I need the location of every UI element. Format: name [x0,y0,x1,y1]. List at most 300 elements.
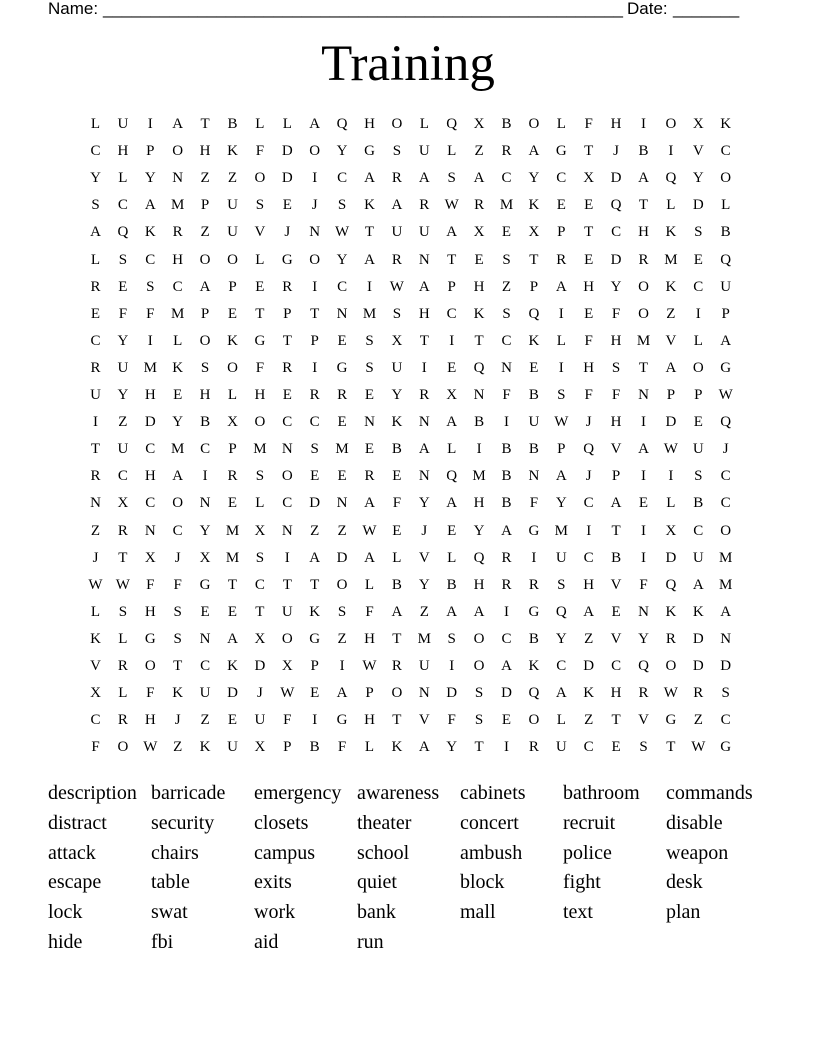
grid-letter: U [117,441,129,458]
grid-letter: C [583,549,594,566]
word-list-item: security [151,811,215,834]
grid-letter: E [173,387,183,403]
grid-letter: G [281,251,293,268]
word-list-item: run [357,931,384,953]
grid-letter: C [693,278,704,295]
grid-letter: G [364,143,375,160]
grid-letter: I [339,658,345,674]
grid-letter: S [502,305,511,322]
word-list-item: hide [48,931,83,953]
grid-letter: W [88,576,103,593]
word-list-item: text [563,901,593,924]
grid-letter: X [254,522,266,539]
grid-letter: L [556,116,566,132]
grid-letter: J [174,712,181,729]
grid-letter: H [144,387,156,403]
grid-letter: K [90,630,101,647]
grid-letter: U [254,712,266,729]
grid-letter: S [310,441,319,458]
grid-letter: Y [555,495,567,512]
grid-letter: W [718,387,733,403]
word-list-item: campus [254,841,316,864]
grid-letter: X [227,414,238,431]
grid-letter: H [638,224,649,241]
word-list-item: block [460,871,505,894]
grid-letter: N [528,468,540,485]
grid-letter: A [720,603,732,620]
grid-letter: G [309,630,321,647]
grid-letter: S [502,251,511,268]
grid-letter: T [310,576,320,593]
grid-letter: O [144,658,156,674]
name-label: Name: [48,0,99,18]
grid-letter: I [284,549,290,566]
grid-letter: C [337,170,348,187]
grid-letter: C [501,630,512,647]
grid-letter: R [117,658,128,674]
word-list-item: ambush [460,841,523,864]
word-list-item: concert [460,811,519,834]
grid-letter: C [282,414,293,431]
grid-letter: E [118,278,128,295]
grid-letter: E [447,522,457,539]
grid-letter: Z [118,414,128,431]
grid-letter: Z [227,170,238,187]
grid-letter: O [473,658,485,674]
grid-letter: I [668,468,674,485]
grid-row [82,656,740,683]
grid-letter: J [613,143,620,160]
grid-letter: D [144,414,156,431]
grid-letter: P [721,305,730,322]
grid-letter: C [611,658,622,674]
grid-letter: O [473,630,485,647]
grid-letter: K [172,685,184,702]
grid-letter: N [364,414,375,431]
grid-letter: Q [720,414,732,431]
grid-letter: C [693,522,704,539]
grid-letter: M [362,305,377,322]
grid-letter: L [419,116,429,132]
grid-row [82,141,740,168]
grid-letter: U [418,224,430,241]
grid-letter: H [583,359,595,376]
grid-letter: X [391,332,403,349]
grid-row [82,602,740,629]
grid-letter: S [146,278,155,295]
grid-letter: E [337,332,347,349]
grid-letter: E [611,603,621,620]
grid-letter: H [199,143,211,160]
grid-letter: A [172,116,184,132]
grid-letter: L [118,170,128,187]
grid-letter: B [474,414,485,431]
grid-letter: P [283,739,292,756]
grid-letter: S [721,685,730,702]
grid-letter: I [147,116,153,132]
grid-letter: S [474,685,484,702]
grid-letter: E [227,712,238,729]
grid-letter: N [501,359,512,376]
grid-letter: T [173,658,183,674]
grid-row [82,521,740,548]
word-list-item: work [254,901,296,924]
grid-letter: O [391,116,403,132]
word-list-item: aid [254,931,279,953]
grid-letter: E [584,251,594,268]
grid-letter: L [90,251,101,268]
word-list-item: commands [666,782,753,804]
grid-letter: X [117,495,129,512]
grid-letter: S [118,251,128,268]
grid-letter: A [446,603,458,620]
grid-letter: V [254,224,266,241]
word-list-item: escape [48,871,102,894]
grid-letter: S [392,143,402,160]
grid-letter: A [172,468,184,485]
grid-letter: L [255,495,265,512]
grid-letter: P [557,224,566,241]
grid-letter: P [310,332,319,349]
grid-letter: A [336,685,348,702]
grid-letter: B [446,576,457,593]
grid-letter: B [611,549,622,566]
word-list-item: emergency [254,782,342,804]
grid-letter: D [692,197,704,214]
grid-letter: H [473,576,485,593]
grid-letter: F [283,712,292,729]
grid-letter: S [392,305,402,322]
grid-letter: L [364,576,375,593]
grid-letter: K [473,305,485,322]
grid-letter: X [692,116,704,132]
grid-letter: N [418,414,430,431]
grid-letter: W [143,739,158,756]
grid-letter: R [501,549,512,566]
grid-letter: A [418,278,430,295]
grid-letter: V [610,441,622,458]
grid-letter: B [391,576,402,593]
grid-letter: E [529,359,539,376]
grid-letter: E [282,387,292,403]
grid-letter: V [665,332,677,349]
word-list-item: barricade [151,782,226,804]
grid-letter: U [227,224,238,241]
grid-letter: M [335,441,349,458]
grid-letter: Z [419,603,429,620]
grid-letter: Y [117,387,129,403]
grid-letter: I [641,468,646,485]
grid-letter: O [309,251,321,268]
grid-letter: K [227,658,238,674]
grid-letter: R [693,685,704,702]
grid-letter: Y [528,170,540,187]
grid-row [82,250,740,277]
grid-letter: X [473,116,485,132]
grid-letter: C [172,278,183,295]
word-list-item: weapon [666,841,729,864]
grid-letter: J [284,224,291,241]
grid-letter: Y [391,387,403,403]
grid-letter: E [392,522,402,539]
grid-letter: H [583,278,595,295]
grid-letter: X [446,387,458,403]
grid-letter: F [611,387,621,403]
grid-letter: T [638,359,649,376]
grid-letter: N [172,170,184,187]
grid-letter: F [255,143,265,160]
grid-letter: K [720,116,732,132]
grid-letter: B [501,441,512,458]
grid-letter: S [118,603,128,620]
grid-letter: Q [446,468,458,485]
grid-letter: A [665,359,677,376]
grid-letter: R [391,658,402,674]
grid-letter: A [90,224,101,241]
grid-letter: Y [555,630,567,647]
word-list-item: desk [666,871,703,894]
word-list-item: mall [460,901,496,924]
grid-letter: U [90,387,101,403]
grid-letter: U [117,116,129,132]
grid-letter: E [337,414,347,431]
grid-letter: F [529,495,539,512]
grid-letter: H [254,387,266,403]
grid-letter: R [364,468,375,485]
grid-letter: G [336,359,348,376]
grid-letter: R [227,468,238,485]
grid-letter: E [255,278,265,295]
grid-letter: W [444,197,459,214]
grid-letter: B [501,468,512,485]
grid-letter: O [117,739,129,756]
grid-letter: X [473,224,485,241]
grid-letter: Q [583,441,595,458]
grid-letter: L [666,495,676,512]
grid-letter: E [364,441,375,458]
grid-letter: I [504,414,509,431]
grid-row [82,466,740,493]
grid-row [82,385,740,412]
grid-letter: B [528,387,539,403]
grid-letter: P [200,305,210,322]
grid-letter: T [90,441,101,458]
grid-letter: R [638,251,649,268]
grid-letter: T [392,630,402,647]
grid-letter: P [694,387,703,403]
grid-letter: A [692,576,704,593]
grid-letter: U [391,224,403,241]
date-blank-line: _______ [673,0,740,18]
grid-row [82,304,740,331]
grid-letter: T [310,305,320,322]
grid-letter: C [720,143,731,160]
grid-letter: A [199,278,211,295]
grid-letter: L [118,685,128,702]
grid-letter: Q [638,658,649,674]
grid-letter: P [228,441,237,458]
word-list-item: cabinets [460,782,526,804]
grid-letter: J [256,685,263,702]
grid-letter: W [335,224,350,241]
grid-letter: R [501,576,512,593]
word-list-item: fight [563,871,601,894]
grid-letter: S [557,576,566,593]
grid-letter: R [419,387,430,403]
grid-letter: O [254,170,266,187]
grid-letter: P [447,278,456,295]
grid-letter: W [663,685,678,702]
grid-letter: I [312,359,318,376]
grid-letter: A [418,739,430,756]
grid-letter: B [309,739,320,756]
grid-letter: K [309,603,321,620]
grid-letter: Q [336,116,348,132]
grid-letter: C [254,576,265,593]
grid-letter: E [310,468,320,485]
grid-letter: F [146,305,155,322]
grid-letter: I [641,414,646,431]
grid-letter: H [610,332,622,349]
grid-letter: C [720,712,731,729]
grid-letter: O [638,278,649,295]
grid-letter: Z [90,522,101,539]
grid-letter: F [118,305,128,322]
grid-letter: M [554,522,568,539]
grid-letter: N [638,603,649,620]
grid-letter: S [557,387,566,403]
grid-letter: J [174,549,181,566]
grid-letter: Y [144,170,156,187]
grid-letter: A [309,549,321,566]
grid-letter: I [668,143,674,160]
grid-letter: P [310,658,319,674]
grid-letter: A [446,224,458,241]
grid-letter: W [691,739,706,756]
grid-letter: R [90,359,101,376]
grid-letter: N [90,495,101,512]
grid-letter: H [144,712,156,729]
grid-letter: C [583,495,594,512]
grid-letter: Z [200,224,210,241]
word-list-item: police [563,841,612,864]
grid-letter: T [255,305,265,322]
grid-letter: Y [473,522,485,539]
grid-letter: E [90,305,101,322]
header [48,0,768,20]
grid-letter: K [528,332,540,349]
grid-letter: K [144,224,156,241]
grid-letter: A [583,603,595,620]
grid-letter: O [638,305,649,322]
grid-letter: X [144,549,156,566]
grid-letter: Q [665,170,677,187]
grid-letter: C [90,143,101,160]
grid-letter: D [281,143,293,160]
grid-letter: A [610,495,622,512]
grid-letter: Y [117,332,129,349]
grid-letter: H [610,685,622,702]
grid-letter: A [473,170,485,187]
grid-row [82,737,740,764]
grid-letter: K [227,332,238,349]
grid-letter: D [692,658,704,674]
grid-letter: Y [418,495,430,512]
grid-letter: C [90,332,101,349]
grid-letter: G [528,522,540,539]
grid-letter: I [449,332,455,349]
grid-letter: U [528,414,540,431]
grid-letter: S [255,549,265,566]
grid-letter: W [554,414,569,431]
grid-row [82,358,740,385]
word-list-item: attack [48,841,96,864]
grid-letter: E [227,495,238,512]
grid-row [82,683,740,710]
grid-letter: G [555,143,567,160]
grid-letter: A [446,495,458,512]
grid-letter: P [611,468,621,485]
grid-letter: G [720,359,732,376]
grid-letter: N [336,305,348,322]
grid-letter: E [200,603,210,620]
grid-letter: Q [473,359,485,376]
word-list-item: closets [254,811,309,834]
grid-letter: S [337,603,347,620]
grid-letter: U [117,359,129,376]
grid-letter: K [172,359,184,376]
grid-letter: T [611,522,621,539]
grid-letter: I [695,305,701,322]
grid-letter: R [501,143,512,160]
grid-letter: H [199,387,211,403]
word-list-item: distract [48,811,107,834]
grid-letter: U [418,658,430,674]
grid-letter: C [556,658,567,674]
grid-letter: F [173,576,182,593]
grid-letter: L [282,116,292,132]
grid-letter: C [117,468,128,485]
grid-letter: L [447,143,457,160]
grid-letter: I [586,522,592,539]
grid-letter: I [93,414,98,431]
grid-letter: A [364,495,375,512]
grid-letter: O [309,143,321,160]
word-list-item: bathroom [563,782,640,804]
grid-letter: I [531,549,537,566]
grid-letter: C [446,305,457,322]
grid-letter: Q [720,251,732,268]
grid-letter: A [418,170,430,187]
grid-letter: A [555,685,567,702]
grid-letter: E [227,603,238,620]
grid-letter: S [91,197,100,214]
grid-letter: K [391,739,403,756]
grid-letter: Q [610,197,622,214]
grid-letter: T [666,739,676,756]
grid-letter: Z [337,630,347,647]
grid-letter: H [473,495,485,512]
grid-letter: M [472,468,486,485]
grid-letter: U [199,685,211,702]
grid-letter: C [145,251,156,268]
grid-letter: I [558,305,564,322]
grid-letter: F [639,576,648,593]
grid-letter: P [283,305,292,322]
grid-letter: O [199,332,211,349]
grid-letter: U [227,739,238,756]
grid-letter: A [720,332,732,349]
